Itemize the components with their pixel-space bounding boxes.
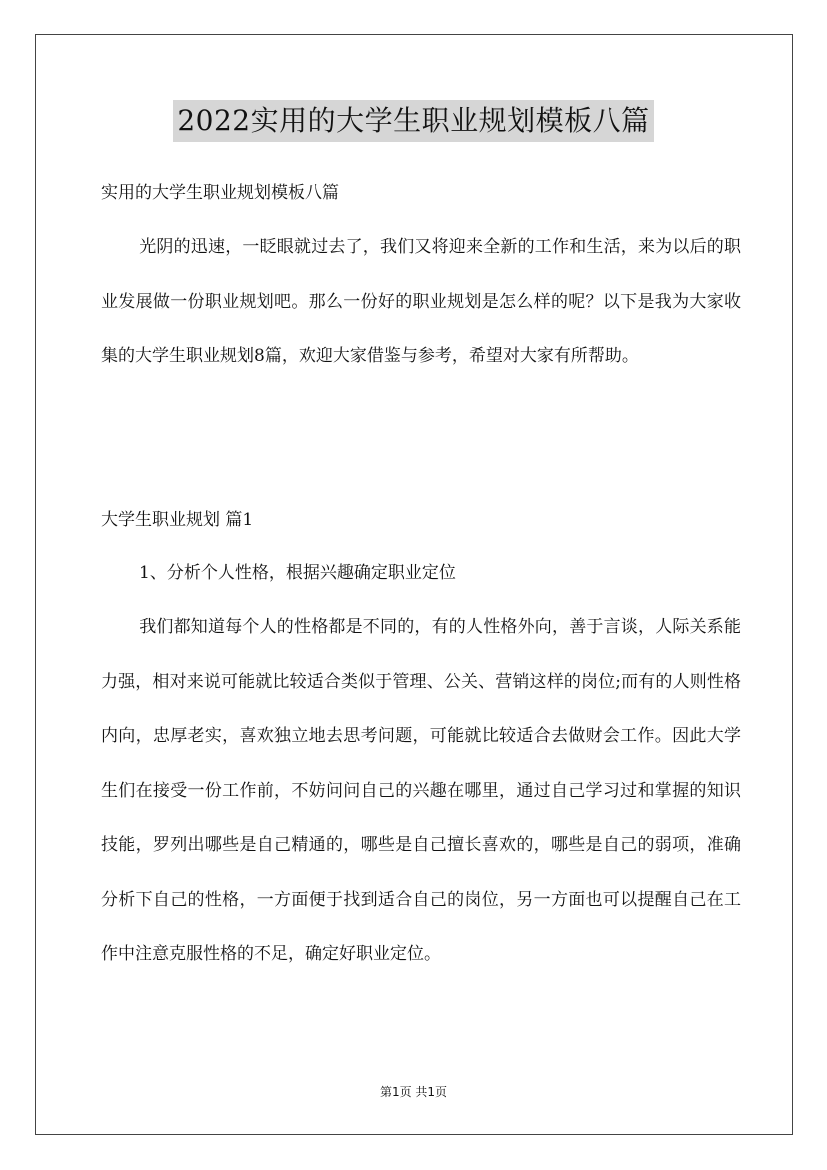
- document-title: 2022实用的大学生职业规划模板八篇: [173, 100, 653, 142]
- title-container: [0, 100, 827, 142]
- page-footer: 第1页 共1页: [379, 1085, 448, 1099]
- section-heading: 大学生职业规划 篇1: [101, 510, 254, 530]
- point-heading: 1、分析个人性格，根据兴趣确定职业定位: [139, 563, 456, 583]
- intro-text: 光阴的迅速，一眨眼就过去了，我们又将迎来全新的工作和生活，来为以后的职业发展做一份职业规划吧。那么一份好的职业规划是怎么样的呢？以下是我为大家收集的大学生职业规划8篇，欢迎大家借鉴与参考，希望对大家有所帮助。: [101, 237, 741, 366]
- body-text: 我们都知道每个人的性格都是不同的，有的人性格外向，善于言谈，人际关系能力强，相对来说可能就比较适合类似于管理、公关、营销这样的岗位;而有的人则性格内向，忠厚老实，喜欢独立地去思考问题，可能就比较适合去做财会工作。因此大学生们在接受一份工作前，不妨问问自己的兴趣在哪里，通过自己学习过和掌握的知识技能，罗列出哪些是自己精通的，哪些是自己擅长喜欢的，哪些是自己的弱项，准确分析下自己的性格，一方面便于找到适合自己的岗位，另一方面也可以提醒自己在工作中注意克服性格的不足，确定好职业定位。: [101, 617, 741, 964]
- intro-paragraph: [101, 220, 741, 384]
- document-subtitle: 实用的大学生职业规划模板八篇: [101, 183, 339, 203]
- body-paragraph: [101, 600, 741, 982]
